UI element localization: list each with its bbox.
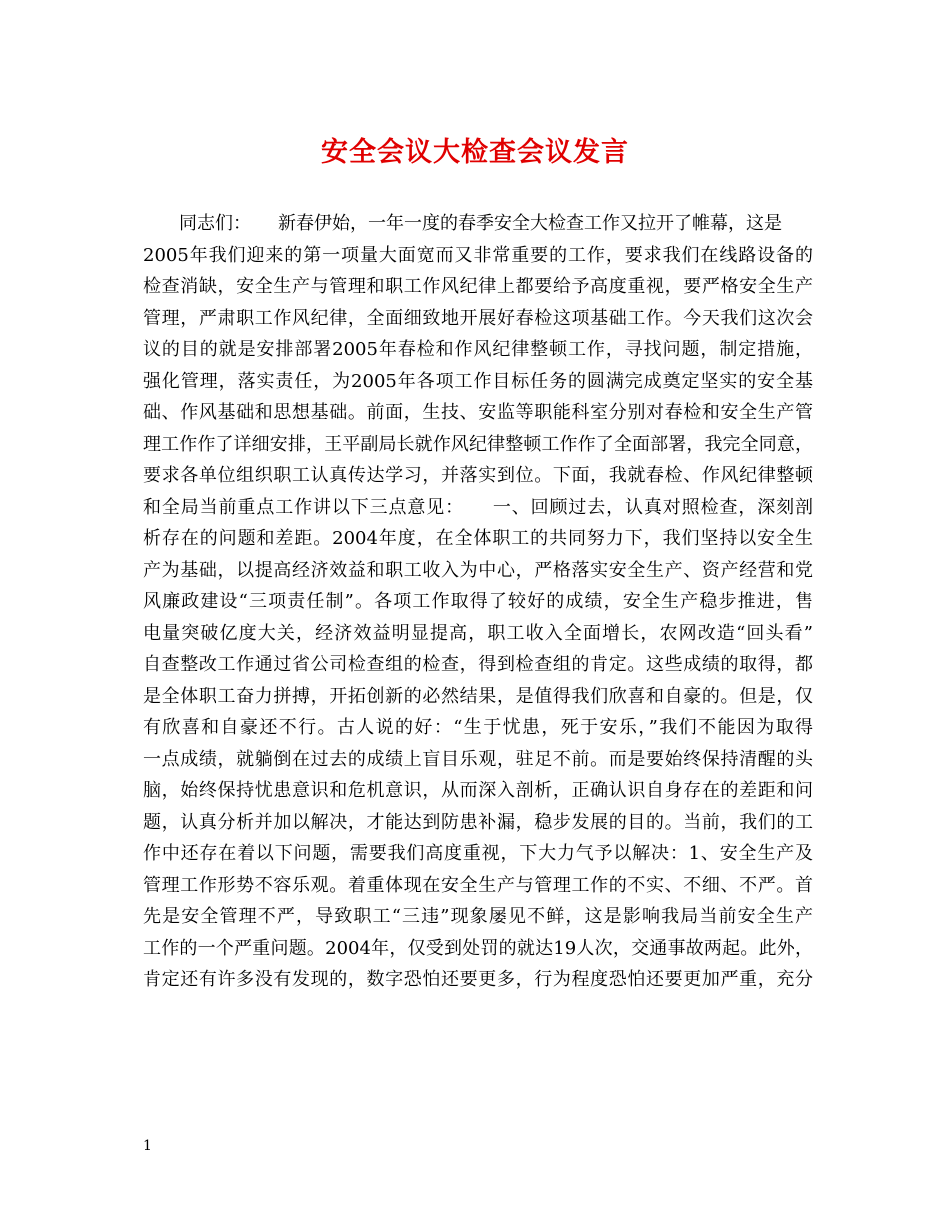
body-line: 和全局当前重点工作讲以下三点意见： 一、回顾过去，认真对照检查，深刻剖 [143, 496, 813, 518]
body-line: 析存在的问题和差距。2004年度，在全体职工的共同努力下，我们坚持以安全生 [143, 528, 813, 549]
body-line: 作中还存在着以下问题，需要我们高度重视，下大力气予以解决：1、安全生产及 [143, 843, 813, 864]
body-line: 肯定还有许多没有发现的，数字恐怕还要更多，行为程度恐怕还要更加严重，充分 [143, 969, 813, 990]
body-line: 理工作作了详细安排，王平副局长就作风纪律整顿工作作了全面部署，我完全同意， [143, 433, 813, 455]
document-title: 安全会议大检查会议发言 [321, 137, 629, 168]
body-line: 管理工作形势不容乐观。着重体现在安全生产与管理工作的不实、不细、不严。首 [143, 874, 813, 896]
body-line: 议的目的就是安排部署2005年春检和作风纪律整顿工作，寻找问题，制定措施， [143, 339, 813, 360]
body-line: 强化管理，落实责任，为2005年各项工作目标任务的圆满完成奠定坚实的安全基 [143, 370, 813, 392]
body-line: 电量突破亿度大关，经济效益明显提高，职工收入全面增长，农网改造“回头看” [143, 622, 813, 644]
body-line: 是全体职工奋力拼搏，开拓创新的必然结果，是值得我们欣喜和自豪的。但是，仅 [143, 685, 813, 707]
page-number: 1 [143, 1138, 152, 1154]
body-line: 一点成绩，就躺倒在过去的成绩上盲目乐观，驻足不前。而是要始终保持清醒的头 [143, 748, 813, 770]
body-line: 工作的一个严重问题。2004年，仅受到处罚的就达19人次，交通事故两起。此外， [143, 937, 813, 959]
document-body [143, 208, 813, 996]
body-line: 先是安全管理不严，导致职工“三违”现象屡见不鲜，这是影响我局当前安全生产 [143, 906, 813, 927]
body-line: 有欣喜和自豪还不行。古人说的好：“生于忧患，死于安乐，”我们不能因为取得 [143, 717, 813, 738]
body-line: 同志们： 新春伊始，一年一度的春季安全大检查工作又拉开了帷幕，这是 [179, 213, 782, 234]
body-line: 要求各单位组织职工认真传达学习，并落实到位。下面，我就春检、作风纪律整顿 [143, 465, 813, 486]
body-line: 产为基础，以提高经济效益和职工收入为中心，严格落实安全生产、资产经营和党 [143, 559, 813, 581]
body-line: 检查消缺，安全生产与管理和职工作风纪律上都要给予高度重视，要严格安全生产 [143, 276, 813, 297]
body-line: 题，认真分析并加以解决，才能达到防患补漏，稳步发展的目的。当前，我们的工 [143, 811, 813, 833]
body-line: 自查整改工作通过省公司检查组的检查，得到检查组的肯定。这些成绩的取得，都 [143, 654, 813, 675]
body-line: 风廉政建设“三项责任制”。各项工作取得了较好的成绩，安全生产稳步推进，售 [143, 591, 813, 612]
body-line: 2005年我们迎来的第一项量大面宽而又非常重要的工作，要求我们在线路设备的 [143, 244, 813, 266]
body-line: 脑，始终保持忧患意识和危机意识，从而深入剖析，正确认识自身存在的差距和问 [143, 780, 813, 801]
body-line: 础、作风基础和思想基础。前面，生技、安监等职能科室分别对春检和安全生产管 [143, 402, 813, 423]
body-line: 管理，严肃职工作风纪律，全面细致地开展好春检这项基础工作。今天我们这次会 [143, 307, 813, 329]
